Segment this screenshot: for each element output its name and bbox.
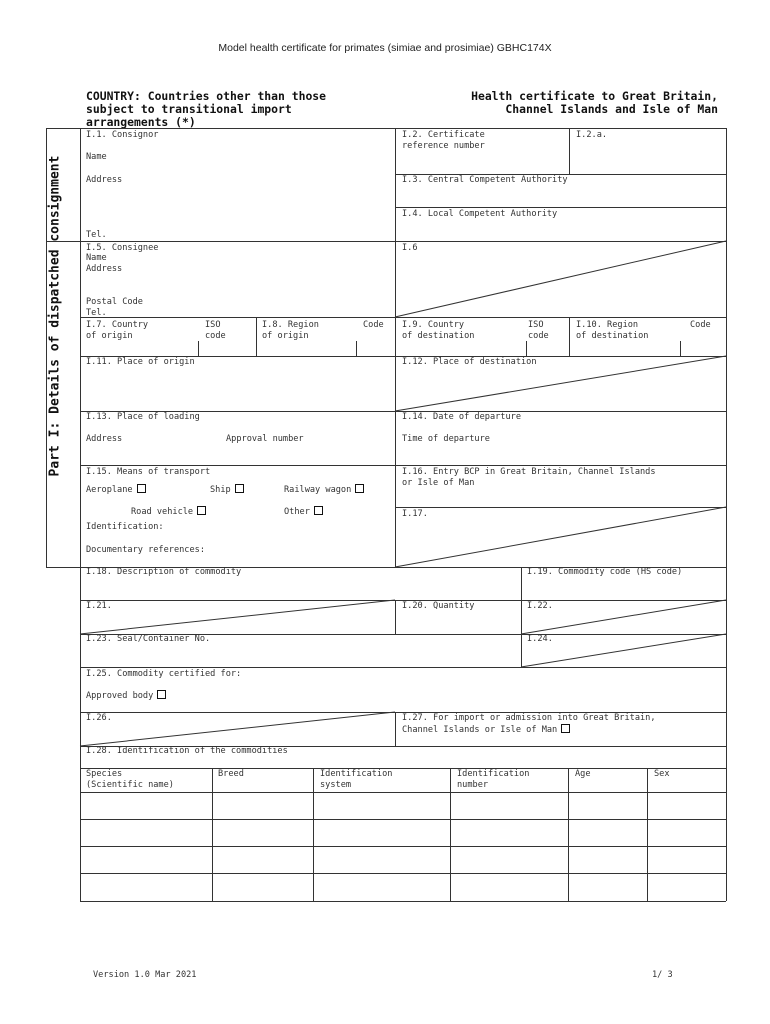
box-i22-label: I.22. [527,601,553,611]
consignee-label: I.5. Consignee [86,243,159,253]
road-vehicle-checkbox[interactable] [197,506,206,515]
cert-title-1: Health certificate to Great Britain, [471,89,718,103]
other-transport-option[interactable] [284,506,323,518]
column-header-breed [218,769,244,780]
country-of-origin-label-1: I.7. Country [86,320,149,330]
destination-region-code-label: Code [690,320,711,330]
country-of-origin-label-2[interactable]: of origin [86,331,133,341]
box-i2a-label[interactable]: I.2.a. [576,130,608,140]
version-footer: Version 1.0 Mar 2021 [93,970,197,980]
origin-iso-label-1: ISO [205,320,221,330]
consignee-name-field[interactable]: Name [86,253,107,263]
date-of-departure-field[interactable]: I.14. Date of departure [402,412,521,422]
road-vehicle-label: Road vehicle [131,507,194,517]
column-header-species-line-2: (Scientific name) [86,780,174,790]
quantity-field[interactable]: I.20. Quantity [402,601,475,611]
column-header-identification-system-line-1: Identification [320,769,393,779]
region-of-origin-label-1: I.8. Region [262,320,319,330]
country-line-1: COUNTRY: Countries other than those [86,89,327,103]
road-vehicle-option[interactable] [131,506,206,518]
region-of-destination-label-1: I.10. Region [576,320,639,330]
consignor-address-field[interactable]: Address [86,175,123,185]
local-authority-field[interactable]: I.4. Local Competent Authority [402,209,558,219]
part-one-side-label: Part I: Details of dispatched consignment [47,155,63,477]
entry-bcp-label-2[interactable]: or Isle of Man [402,478,475,488]
import-admission-checkbox[interactable] [561,724,570,733]
country-line-3: arrangements (*) [86,115,196,129]
box-i26-label: I.26. [86,713,112,723]
column-header-species-line-1: Species [86,769,123,779]
column-header-age [575,769,591,780]
import-admission-option[interactable] [402,724,570,736]
column-header-identification-system [320,769,392,791]
consignee-postal-field[interactable]: Postal Code [86,297,143,307]
place-of-origin-field[interactable]: I.11. Place of origin [86,357,195,367]
railway-wagon-label: Railway wagon [284,485,352,495]
country-of-destination-label-1: I.9. Country [402,320,465,330]
documentary-references-field[interactable]: Documentary references: [86,545,205,555]
means-of-transport-label: I.15. Means of transport [86,467,211,477]
table-row[interactable] [81,820,725,846]
approved-body-label: Approved body [86,691,154,701]
page-title: Model health certificate for primates (simiae and prosimiae) GBHC174X [218,42,552,54]
table-row[interactable] [81,874,725,901]
consignor-name-field[interactable]: Name [86,152,107,162]
place-of-loading-label: I.13. Place of loading [86,412,200,422]
box-i21-label: I.21. [86,601,112,611]
central-authority-field[interactable]: I.3. Central Competent Authority [402,175,568,185]
identification-of-commodities-label: I.28. Identification of the commodities [86,746,288,756]
consignor-label: I.1. Consignor [86,130,159,140]
other-transport-label: Other [284,507,310,517]
table-row[interactable] [81,847,725,873]
country-line-2: subject to transitional import [86,102,292,116]
certificate-reference-label-1: I.2. Certificate [402,130,485,140]
approved-body-option[interactable] [86,690,166,702]
certificate-reference-label-2[interactable]: reference number [402,141,485,151]
column-header-species [86,769,174,791]
column-header-identification-number-line-2: number [457,780,489,790]
page-number: 1/ 3 [652,970,673,980]
aeroplane-checkbox[interactable] [137,484,146,493]
country-of-destination-label-2[interactable]: of destination [402,331,475,341]
ship-checkbox[interactable] [235,484,244,493]
column-header-identification-system-line-2: system [320,780,352,790]
column-header-sex [654,769,670,780]
box-i24-label: I.24. [527,634,553,644]
column-header-breed-line-1: Breed [218,769,244,779]
box-i17-label: I.17. [402,509,428,519]
approved-body-checkbox[interactable] [157,690,166,699]
other-transport-checkbox[interactable] [314,506,323,515]
origin-iso-label-2[interactable]: code [205,331,226,341]
region-of-destination-label-2[interactable]: of destination [576,331,649,341]
place-of-destination-field[interactable]: I.12. Place of destination [402,357,537,367]
box-i6-label: I.6 [402,243,418,253]
region-of-origin-label-2[interactable]: of origin [262,331,309,341]
aeroplane-label: Aeroplane [86,485,133,495]
column-header-sex-line-1: Sex [654,769,670,779]
loading-approval-number-field[interactable]: Approval number [226,434,304,444]
railway-wagon-checkbox[interactable] [355,484,364,493]
consignor-tel-field[interactable]: Tel. [86,230,107,240]
import-admission-label-1: I.27. For import or admission into Great Britain, [402,713,656,723]
destination-iso-label-1: ISO [528,320,544,330]
column-header-age-line-1: Age [575,769,591,779]
commodity-code-field[interactable]: I.19. Commodity code (HS code) [527,567,683,577]
destination-iso-label-2[interactable]: code [528,331,549,341]
transport-identification-field[interactable]: Identification: [86,522,164,532]
seal-container-field[interactable]: I.23. Seal/Container No. [86,634,211,644]
ship-label: Ship [210,485,231,495]
ship-option[interactable] [210,484,244,496]
railway-wagon-option[interactable] [284,484,364,496]
import-admission-label-2: Channel Islands or Isle of Man [402,725,558,735]
time-of-departure-field[interactable]: Time of departure [402,434,490,444]
column-header-identification-number [457,769,529,791]
cert-title-2: Channel Islands and Isle of Man [505,102,718,116]
loading-address-field[interactable]: Address [86,434,123,444]
entry-bcp-label-1: I.16. Entry BCP in Great Britain, Channel Islands [402,467,656,477]
consignee-tel-field[interactable]: Tel. [86,308,107,318]
aeroplane-option[interactable] [86,484,146,496]
origin-region-code-label: Code [363,320,384,330]
column-header-identification-number-line-1: Identification [457,769,530,779]
table-row[interactable] [81,793,725,819]
description-of-commodity-field[interactable]: I.18. Description of commodity [86,567,242,577]
commodity-certified-for-label: I.25. Commodity certified for: [86,669,242,679]
consignee-address-field[interactable]: Address [86,264,123,274]
